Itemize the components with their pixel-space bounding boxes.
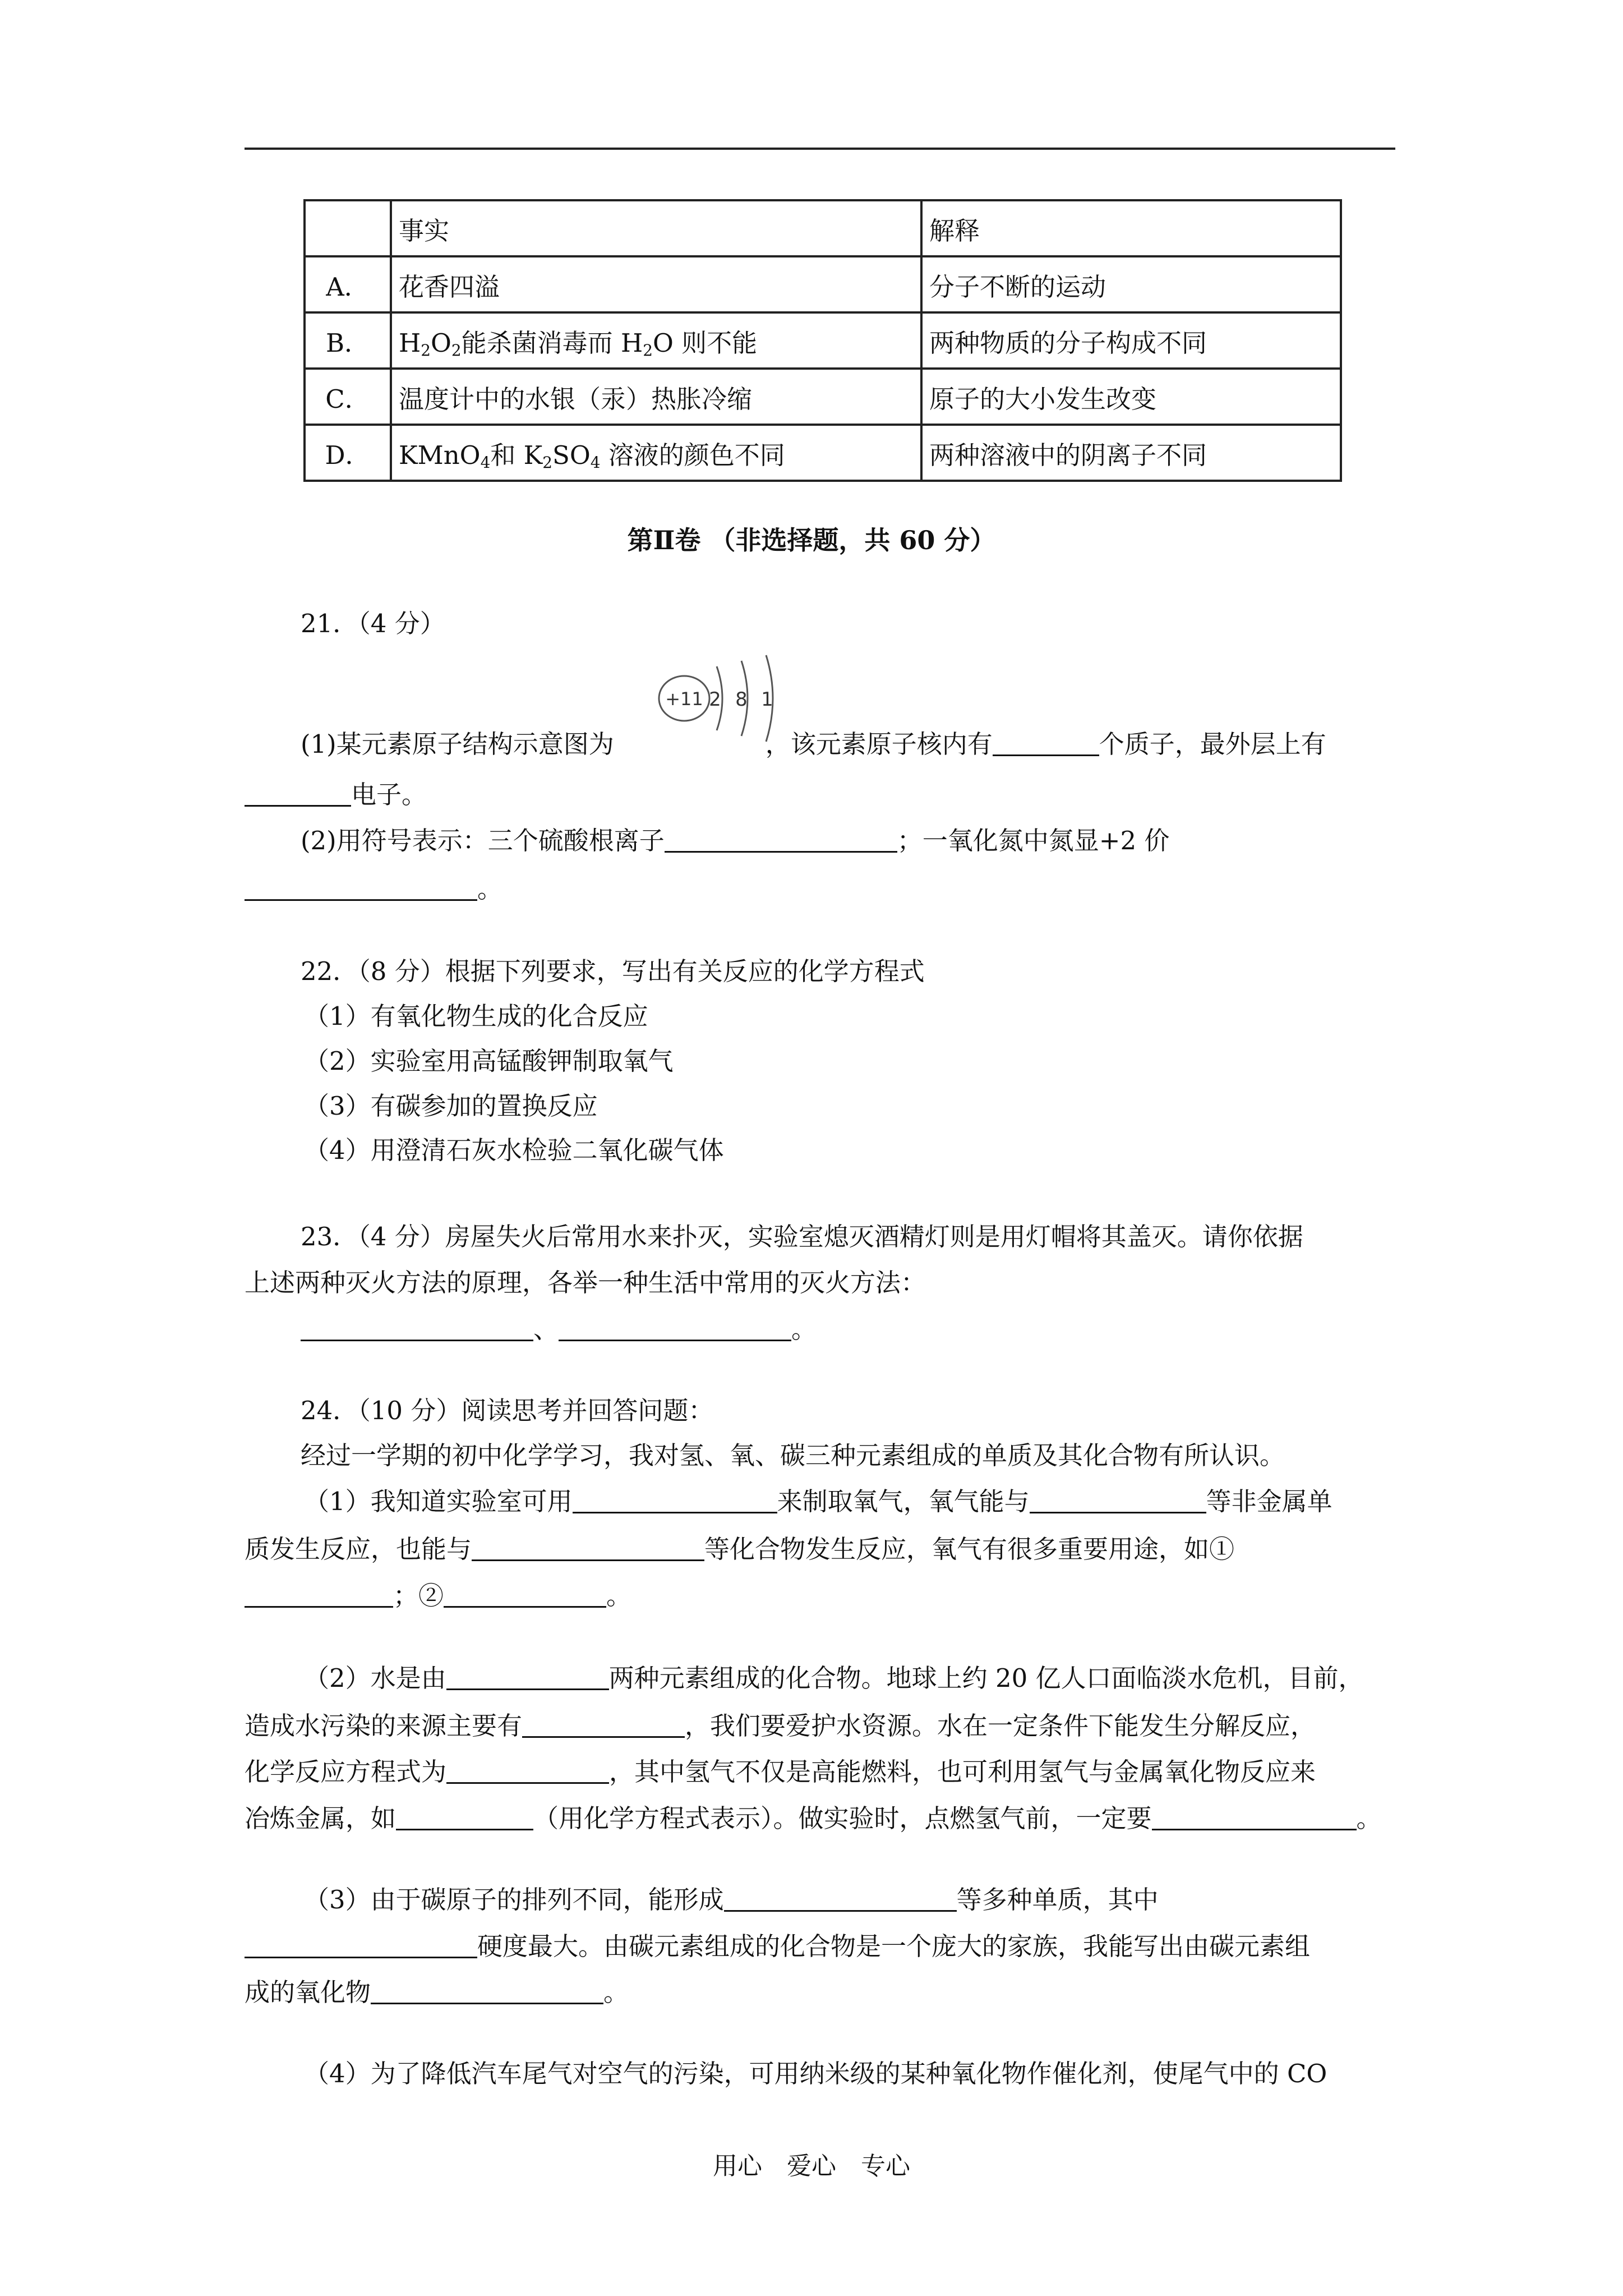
atom-shell-count: 8	[735, 688, 748, 711]
answer-blank[interactable]	[665, 826, 897, 853]
answer-blank[interactable]	[559, 1314, 791, 1341]
atom-nucleus-label: +11	[665, 688, 703, 710]
row-fact: 花香四溢	[391, 256, 921, 312]
answer-blank[interactable]	[301, 1314, 533, 1341]
atom-shell-count: 2	[709, 688, 721, 711]
q21-head: 21．（4 分）	[301, 609, 445, 638]
row-label: C．	[305, 369, 391, 425]
q23-line2: 上述两种灭火方法的原理，各举一种生活中常用的灭火方法：	[245, 1268, 926, 1297]
header-rule	[245, 148, 1395, 150]
q22-item: （2）实验室用高锰酸钾制取氧气	[304, 1046, 674, 1076]
table-header-cell: 事实	[391, 200, 921, 256]
answer-blank[interactable]	[1030, 1487, 1206, 1513]
answer-blank[interactable]	[1152, 1803, 1357, 1830]
atom-shell-count: 1	[761, 688, 773, 711]
table-row	[305, 369, 1341, 425]
q23-line1: 23．（4 分）房屋失火后常用水来扑灭，实验室熄灭酒精灯则是用灯帽将其盖灭。请你依据	[301, 1222, 1303, 1251]
q24-p3-line3: 成的氧化物 。	[245, 1977, 629, 2007]
q24-p2-line3: 化学反应方程式为 ，其中氢气不仅是高能燃料，也可利用氢气与金属氧化物反应来	[245, 1757, 1316, 1787]
q23-line3: 、 。	[301, 1309, 817, 1345]
q24-head: 24．（10 分）阅读思考并回答问题：	[301, 1396, 714, 1425]
q21-line4: 。	[245, 868, 502, 905]
row-explanation: 原子的大小发生改变	[921, 369, 1341, 425]
row-fact: $H_2O_2$能杀菌消毒而 $H_2O$ 则不能	[391, 312, 921, 369]
fact-table	[303, 199, 1342, 482]
q24-p4: （4）为了降低汽车尾气对空气的污染，可用纳米级的某种氧化物作催化剂，使尾气中的 CO	[304, 2059, 1327, 2088]
table-header-cell	[305, 200, 391, 256]
page-footer: 用心 爱心 专心	[713, 2152, 910, 2180]
q24-p3-line1: （3）由于碳原子的排列不同，能形成 等多种单质，其中	[304, 1885, 1159, 1915]
answer-blank[interactable]	[724, 1885, 957, 1912]
table-row	[305, 256, 1341, 312]
answer-blank[interactable]	[446, 1757, 609, 1784]
table-row	[305, 425, 1341, 481]
q21-line2: 电子。	[245, 774, 427, 811]
q24-p2-line1: （2）水是由 两种元素组成的化合物。地球上约 20 亿人口面临淡水危机，目前，	[304, 1663, 1364, 1693]
answer-blank[interactable]	[993, 729, 1099, 756]
section-title: 第Ⅱ卷 （非选择题，共 60 分）	[627, 525, 996, 555]
q24-p3-line2: 硬度最大。由碳元素组成的化合物是一个庞大的家族，我能写出由碳元素组	[245, 1926, 1310, 1962]
row-fact: 温度计中的水银（汞）热胀冷缩	[391, 369, 921, 425]
table-header-row	[305, 200, 1341, 256]
row-fact: KMnO$_4$和 $K_2SO_4$ 溶液的颜色不同	[391, 425, 921, 481]
row-label: D．	[305, 425, 391, 481]
answer-blank[interactable]	[245, 874, 477, 901]
answer-blank[interactable]	[245, 780, 351, 807]
answer-blank[interactable]	[371, 1977, 603, 2004]
answer-blank[interactable]	[396, 1803, 533, 1830]
answer-blank[interactable]	[245, 1931, 477, 1958]
q24-p2-line2: 造成水污染的来源主要有 ，我们要爱护水资源。水在一定条件下能发生分解反应，	[245, 1711, 1316, 1741]
q21-line3: (2)用符号表示：三个硫酸根离子 ；一氧化氮中氮显+2 价	[301, 826, 1170, 855]
answer-blank[interactable]	[444, 1581, 606, 1608]
q22-item: （4）用澄清石灰水检验二氧化碳气体	[304, 1135, 724, 1165]
q21-line1: (1)某元素原子结构示意图为 ，该元素原子核内有 个质子，最外层上有	[301, 729, 1326, 759]
table-header-cell: 解释	[921, 200, 1341, 256]
row-explanation: 两种溶液中的阴离子不同	[921, 425, 1341, 481]
table-row	[305, 312, 1341, 369]
q24-p1-line2: 质发生反应，也能与 等化合物发生反应，氧气有很多重要用途，如①	[245, 1534, 1235, 1564]
answer-blank[interactable]	[446, 1663, 609, 1690]
answer-blank[interactable]	[472, 1534, 704, 1561]
row-label: B．	[305, 312, 391, 369]
row-label: A．	[305, 256, 391, 312]
row-explanation: 两种物质的分子构成不同	[921, 312, 1341, 369]
q24-p1-line3: ；② 。	[245, 1575, 631, 1612]
row-explanation: 分子不断的运动	[921, 256, 1341, 312]
answer-blank[interactable]	[573, 1487, 777, 1513]
q22-head: 22．（8 分）根据下列要求，写出有关反应的化学方程式	[301, 956, 925, 986]
q24-p1-line1: （1）我知道实验室可用 来制取氧气，氧气能与 等非金属单	[304, 1487, 1332, 1516]
q22-item: （3）有碳参加的置换反应	[304, 1091, 598, 1121]
q22-item: （1）有氧化物生成的化合反应	[304, 1001, 648, 1031]
q24-p2-line4: 冶炼金属，如 （用化学方程式表示）。做实验时，点燃氢气前，一定要 。	[245, 1803, 1382, 1833]
answer-blank[interactable]	[522, 1711, 685, 1738]
q24-intro: 经过一学期的初中化学学习，我对氢、氧、碳三种元素组成的单质及其化合物有所认识。	[301, 1441, 1285, 1470]
answer-blank[interactable]	[245, 1581, 393, 1608]
